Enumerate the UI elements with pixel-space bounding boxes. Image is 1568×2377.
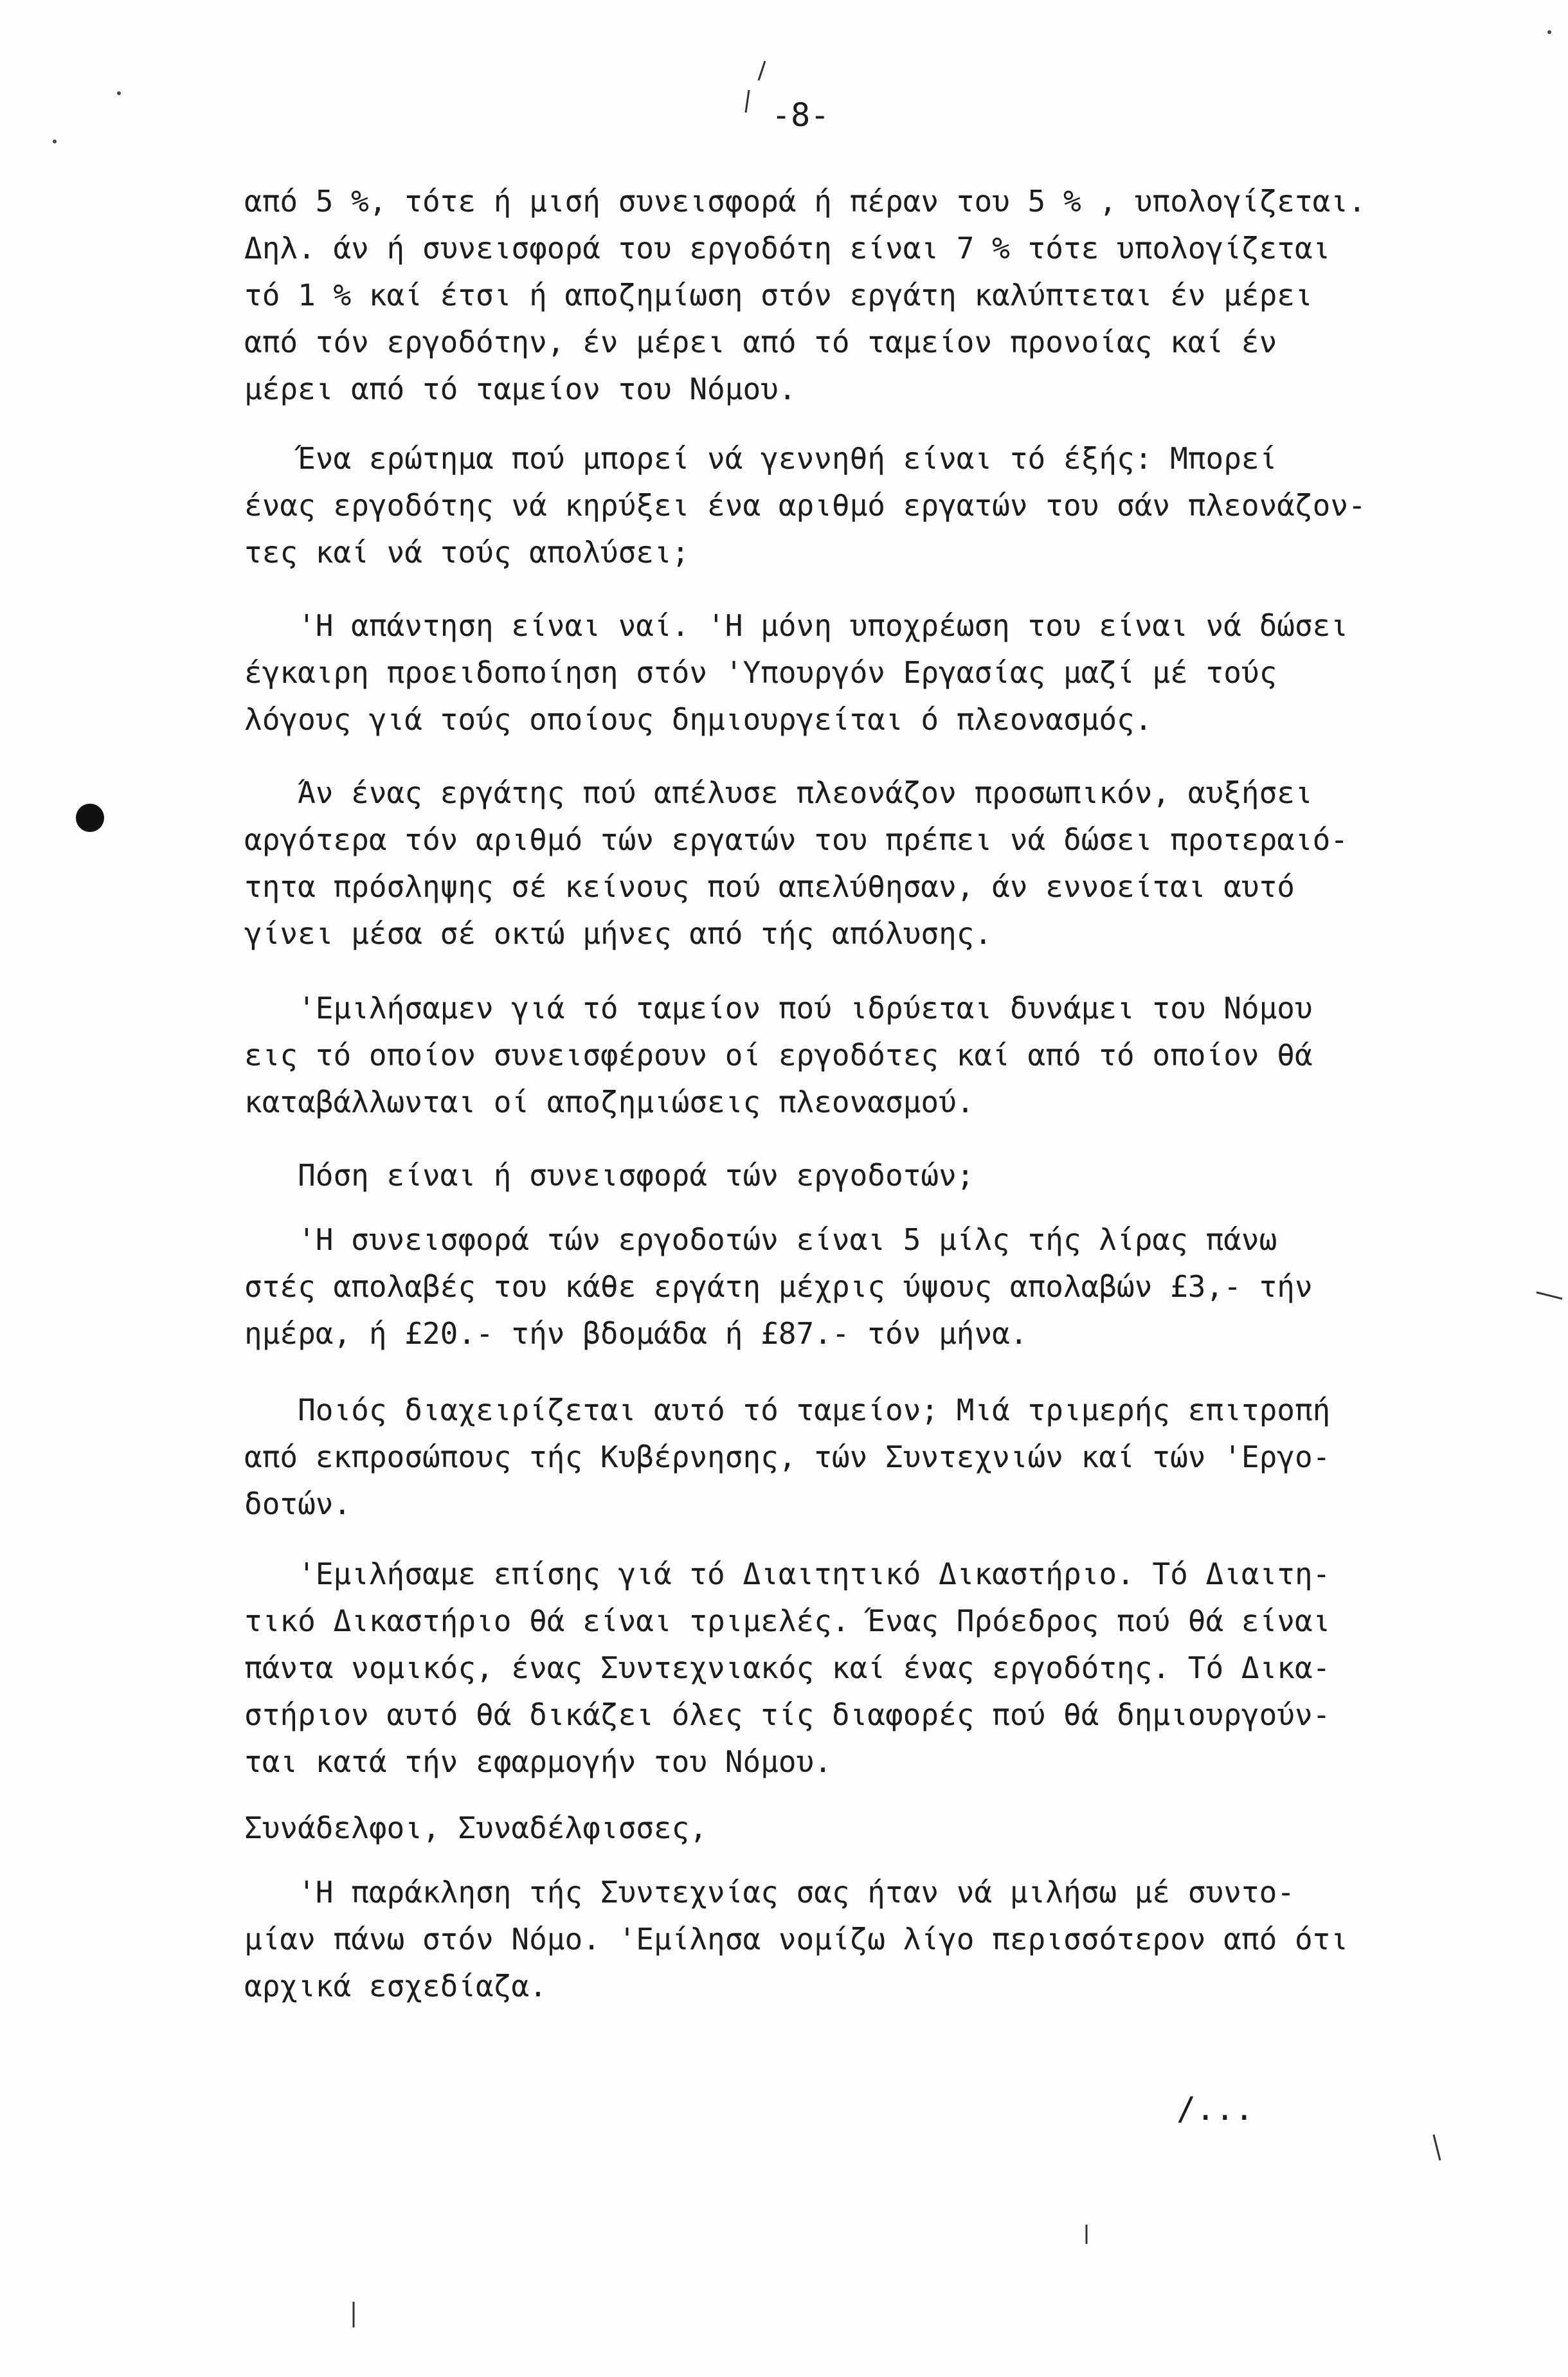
continuation-mark: /... (1176, 2090, 1254, 2128)
text-line: από τόν εργοδότην, έν μέρει από τό ταμείον προνοίας καί έν (244, 325, 1277, 359)
text-line: Συνάδελφοι, Συναδέλφισσες, (244, 1811, 708, 1845)
text-line: ένας εργοδότης νά κηρύξει ένα αριθμό εργατών του σάν πλεονάζον- (244, 488, 1366, 523)
text-line: Άν ένας εργάτης πού απέλυσε πλεονάζον προσωπικόν, αυξήσει (244, 775, 1313, 810)
text-line: πάντα νομικός, ένας Συντεχνιακός καί ένας εργοδότης. Τό Δικα- (244, 1650, 1331, 1685)
text-line: τες καί νά τούς απολύσει; (244, 535, 690, 570)
text-line: 'Εμιλήσαμε επίσης γιά τό Διαιτητικό Δικαστήριο. Τό Διαιτη- (244, 1557, 1331, 1591)
page-number: -8- (771, 96, 830, 134)
text-line: από εκπροσώπους τής Κυβέρνησης, τών Συντεχνιών καί τών 'Εργο- (244, 1440, 1331, 1474)
text-line: αρχικά εσχεδίαζα. (244, 1969, 547, 2003)
text-line: τό 1 % καί έτσι ή αποζημίωση στόν εργάτη καλύπτεται έν μέρει (244, 278, 1313, 312)
text-line: Ποιός διαχειρίζεται αυτό τό ταμείον; Μιά τριμερής επιτροπή (244, 1393, 1331, 1427)
text-line: μέρει από τό ταμείον του Νόμου. (244, 372, 797, 406)
text-line: τικό Δικαστήριο θά είναι τριμελές. Ένας Πρόεδρος πού θά είναι (244, 1604, 1331, 1638)
punch-hole-mark (76, 804, 104, 832)
text-line: 'Η απάντηση είναι ναί. 'Η μόνη υποχρέωση του είναι νά δώσει (244, 608, 1349, 643)
text-line: έγκαιρη προειδοποίηση στόν 'Υπουργόν Εργασίας μαζί μέ τούς (244, 655, 1277, 690)
text-line: 'Η παράκληση τής Συντεχνίας σας ήταν νά μιλήσω μέ συντο- (244, 1875, 1295, 1910)
text-line: Ένα ερώτημα πού μπορεί νά γεννηθή είναι τό έξής: Μπορεί (244, 441, 1277, 476)
text-line: 'Εμιλήσαμεν γιά τό ταμείον πού ιδρύεται δυνάμει του Νόμου (244, 991, 1313, 1026)
text-line: στήριον αυτό θά δικάζει όλες τίς διαφορές πού θά δημιουργούν- (244, 1697, 1331, 1732)
text-line: στές απολαβές του κάθε εργάτη μέχρις ύψους απολαβών £3,- τήν (244, 1269, 1313, 1304)
text-line: Πόση είναι ή συνεισφορά τών εργοδοτών; (244, 1158, 975, 1193)
text-line: αργότερα τόν αριθμό τών εργατών του πρέπει νά δώσει προτεραιό- (244, 822, 1349, 857)
text-line: ται κατά τήν εφαρμογήν του Νόμου. (244, 1744, 832, 1779)
text-line: δοτών. (244, 1487, 352, 1521)
text-line: από 5 %, τότε ή μισή συνεισφορά ή πέραν του 5 % , υπολογίζεται. (244, 184, 1366, 219)
text-line: Δηλ. άν ή συνεισφορά του εργοδότη είναι 7 % τότε υπολογίζεται (244, 231, 1331, 266)
text-line: μίαν πάνω στόν Νόμο. 'Εμίλησα νομίζω λίγο περισσότερον από ότι (244, 1922, 1349, 1957)
text-line: 'Η συνεισφορά τών εργοδοτών είναι 5 μίλς τής λίρας πάνω (244, 1222, 1277, 1257)
text-line: εις τό οποίον συνεισφέρουν οί εργοδότες καί από τό οποίον θά (244, 1038, 1313, 1072)
text-line: καταβάλλωνται οί αποζημιώσεις πλεονασμού. (244, 1085, 975, 1119)
text-line: γίνει μέσα σέ οκτώ μήνες από τής απόλυσης. (244, 916, 993, 951)
text-line: ημέρα, ή £20.- τήν βδομάδα ή £87.- τόν μήνα. (244, 1316, 1028, 1351)
text-line: τητα πρόσληψης σέ κείνους πού απελύθησαν, άν εννοείται αυτό (244, 869, 1295, 904)
text-line: λόγους γιά τούς οποίους δημιουργείται ό πλεονασμός. (244, 702, 1153, 737)
